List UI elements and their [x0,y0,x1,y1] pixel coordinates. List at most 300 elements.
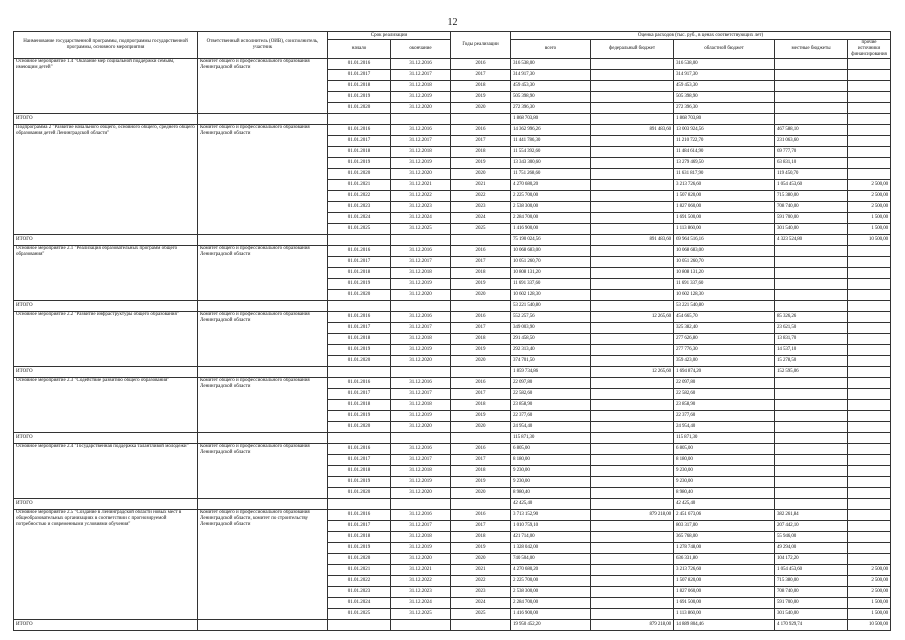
year-cell: 2019 [451,158,511,169]
start-date-cell: 01.01.2018 [328,334,391,345]
total-cell: 8 180,00 [511,455,591,466]
total-row [14,367,891,378]
year-cell: 2018 [451,466,511,477]
end-date-cell: 31.12.2018 [391,400,451,411]
year-cell: 2019 [451,477,511,488]
total-cell: 11 691 337,60 [511,279,591,290]
federal-cell [591,213,674,224]
federal-cell [591,411,674,422]
federal-sum-cell [591,114,674,125]
end-date-cell: 31.12.2016 [391,246,451,257]
responsible-cell: Комитет общего и профессионального образования Ленинградской области [198,246,328,301]
empty-cell [328,301,391,312]
total-cell: 552 257,56 [511,312,591,323]
start-date-cell: 01.01.2019 [328,279,391,290]
year-cell: 2018 [451,81,511,92]
other-cell [848,136,891,147]
federal-cell [591,136,674,147]
program-name-cell: Основное мероприятие 2.3 "Содействие развитию общего образования" [14,378,198,433]
empty-cell [391,235,451,246]
local-sum-cell [775,499,848,510]
regional-sum-cell: 1 868 703,80 [674,114,775,125]
end-date-cell: 31.12.2024 [391,598,451,609]
other-cell [848,81,891,92]
local-cell: 231 063,60 [775,136,848,147]
end-date-cell: 31.12.2016 [391,510,451,521]
federal-cell [591,521,674,532]
local-cell [775,411,848,422]
program-name-cell: Основное мероприятие 1.4 "Оказание мер социальной поддержки семьям, имеющим детей" [14,59,198,114]
end-date-cell: 31.12.2016 [391,125,451,136]
end-date-cell: 31.12.2018 [391,81,451,92]
program-name-cell: Основное мероприятие 2.1 "Реализация образовательных программ общего образования" [14,246,198,301]
responsible-cell: Комитет общего и профессионального образования Ленинградской области [198,378,328,433]
year-cell: 2023 [451,202,511,213]
local-cell: 715 380,00 [775,191,848,202]
total-sum-cell: 53 221 540,80 [511,301,591,312]
other-cell [848,400,891,411]
total-cell: 1 328 042,00 [511,543,591,554]
empty-cell [198,301,328,312]
year-cell: 2016 [451,510,511,521]
regional-cell: 10 068 683,00 [674,246,775,257]
end-date-cell: 31.12.2025 [391,609,451,620]
total-cell: 10 068 683,00 [511,246,591,257]
federal-cell [591,543,674,554]
year-cell: 2017 [451,136,511,147]
total-label: ИТОГО [14,301,198,312]
local-cell: 49 294,00 [775,543,848,554]
local-cell [775,103,848,114]
empty-cell [451,367,511,378]
federal-cell [591,279,674,290]
federal-cell [591,576,674,587]
local-cell [775,246,848,257]
regional-cell: 359 423,00 [674,356,775,367]
local-sum-cell: 4 323 524,80 [775,235,848,246]
total-row [14,433,891,444]
program-name-cell: Основное мероприятие 2.4 "Государственная поддержка талантливой молодежи" [14,444,198,499]
other-cell [848,378,891,389]
regional-cell: 24 954,40 [674,422,775,433]
regional-cell: 1 507 820,00 [674,191,775,202]
end-date-cell: 31.12.2019 [391,92,451,103]
year-cell: 2016 [451,378,511,389]
local-cell: 85 326,26 [775,312,848,323]
regional-cell: 8 180,00 [674,455,775,466]
other-cell [848,455,891,466]
year-cell: 2017 [451,257,511,268]
end-date-cell: 31.12.2017 [391,70,451,81]
end-date-cell: 31.12.2020 [391,103,451,114]
other-cell: 2 500,00 [848,576,891,587]
other-cell [848,92,891,103]
other-sum-cell [848,114,891,125]
header-local: местные бюджеты [775,40,848,59]
total-cell: 4 270 680,20 [511,180,591,191]
local-cell [775,70,848,81]
regional-sum-cell: 14 889 804,46 [674,620,775,631]
regional-sum-cell: 69 964 516,16 [674,235,775,246]
regional-cell: 6 805,00 [674,444,775,455]
other-cell [848,257,891,268]
empty-cell [451,235,511,246]
federal-cell [591,257,674,268]
end-date-cell: 31.12.2016 [391,378,451,389]
total-sum-cell: 1 868 703,80 [511,114,591,125]
total-row [14,499,891,510]
other-cell [848,290,891,301]
other-cell [848,554,891,565]
responsible-cell: Комитет общего и профессионального образования Ленинградской области [198,59,328,114]
local-cell [775,400,848,411]
start-date-cell: 01.01.2017 [328,455,391,466]
year-cell: 2019 [451,543,511,554]
federal-cell [591,466,674,477]
federal-cell [591,81,674,92]
total-cell: 316 538,00 [511,59,591,70]
local-cell: 1 054 453,60 [775,180,848,191]
federal-cell [591,191,674,202]
local-cell [775,466,848,477]
other-cell [848,312,891,323]
year-cell: 2021 [451,180,511,191]
responsible-cell: Комитет общего и профессионального образования Ленинградской области [198,444,328,499]
local-cell [775,257,848,268]
federal-cell: 12 265,60 [591,312,674,323]
total-row [14,114,891,125]
start-date-cell: 01.01.2019 [328,411,391,422]
total-cell: 374 701,50 [511,356,591,367]
regional-cell: 277 626,80 [674,334,775,345]
regional-cell: 8 980,40 [674,488,775,499]
federal-cell [591,103,674,114]
other-cell [848,389,891,400]
end-date-cell: 31.12.2019 [391,543,451,554]
total-cell: 9 230,00 [511,477,591,488]
regional-cell: 3 213 726,60 [674,180,775,191]
total-cell: 2 225 700,00 [511,576,591,587]
empty-cell [451,433,511,444]
header-total: всего [511,40,591,59]
year-cell: 2016 [451,246,511,257]
total-cell: 740 504,00 [511,554,591,565]
total-label: ИТОГО [14,499,198,510]
year-cell: 2017 [451,389,511,400]
year-cell: 2025 [451,609,511,620]
start-date-cell: 01.01.2016 [328,59,391,70]
year-cell: 2025 [451,224,511,235]
regional-sum-cell: 115 871,30 [674,433,775,444]
empty-cell [328,620,391,631]
end-date-cell: 31.12.2017 [391,521,451,532]
other-cell [848,334,891,345]
other-cell [848,444,891,455]
expenses-table [13,31,891,631]
regional-cell: 9 230,00 [674,466,775,477]
federal-cell [591,147,674,158]
table-row [14,312,891,323]
total-cell: 6 805,00 [511,444,591,455]
start-date-cell: 01.01.2019 [328,543,391,554]
header-federal: федеральный бюджет [591,40,674,59]
total-cell: 2 225 700,00 [511,191,591,202]
other-cell: 2 500,00 [848,587,891,598]
federal-cell [591,92,674,103]
local-sum-cell [775,433,848,444]
start-date-cell: 01.01.2016 [328,378,391,389]
federal-cell [591,477,674,488]
regional-sum-cell: 1 694 874,20 [674,367,775,378]
start-date-cell: 01.01.2016 [328,125,391,136]
federal-cell: 891 483,60 [591,125,674,136]
regional-cell: 11 631 817,90 [674,169,775,180]
local-cell: 23 621,50 [775,323,848,334]
local-cell [775,92,848,103]
table-row [14,510,891,521]
empty-cell [391,620,451,631]
federal-cell [591,587,674,598]
other-cell [848,532,891,543]
local-cell [775,444,848,455]
year-cell: 2019 [451,92,511,103]
start-date-cell: 01.01.2021 [328,565,391,576]
regional-cell: 1 113 860,00 [674,609,775,620]
federal-cell [591,598,674,609]
end-date-cell: 31.12.2021 [391,180,451,191]
responsible-cell: Комитет общего и профессионального образования Ленинградской области, комитет по строительству Ленинградской области [198,510,328,620]
federal-sum-cell: 879 218,00 [591,620,674,631]
year-cell: 2016 [451,125,511,136]
other-cell [848,169,891,180]
total-cell: 2 284 700,00 [511,598,591,609]
total-cell: 349 003,90 [511,323,591,334]
start-date-cell: 01.01.2016 [328,444,391,455]
header-period: Срок реализации [328,32,451,40]
end-date-cell: 31.12.2024 [391,213,451,224]
regional-cell: 2 451 673,06 [674,510,775,521]
year-cell: 2018 [451,334,511,345]
total-row [14,301,891,312]
regional-cell: 1 691 500,00 [674,598,775,609]
regional-cell: 11 691 337,60 [674,279,775,290]
year-cell: 2021 [451,565,511,576]
federal-cell [591,488,674,499]
federal-cell [591,268,674,279]
header-regional: областной бюджет [674,40,775,59]
regional-cell: 10 808 131,20 [674,268,775,279]
year-cell: 2020 [451,290,511,301]
empty-cell [391,433,451,444]
empty-cell [391,301,451,312]
total-cell: 22 377,60 [511,411,591,422]
empty-cell [451,114,511,125]
regional-sum-cell: 42 425,40 [674,499,775,510]
end-date-cell: 31.12.2017 [391,136,451,147]
end-date-cell: 31.12.2016 [391,59,451,70]
end-date-cell: 31.12.2018 [391,334,451,345]
regional-cell: 13 003 924,56 [674,125,775,136]
total-cell: 9 230,00 [511,466,591,477]
total-cell: 10 602 128,30 [511,290,591,301]
other-sum-cell [848,367,891,378]
total-cell: 505 398,90 [511,92,591,103]
end-date-cell: 31.12.2017 [391,323,451,334]
local-cell: 382 261,84 [775,510,848,521]
local-cell: 708 740,00 [775,587,848,598]
local-cell [775,59,848,70]
total-cell: 22 097,80 [511,378,591,389]
empty-cell [198,620,328,631]
end-date-cell: 31.12.2023 [391,202,451,213]
year-cell: 2019 [451,279,511,290]
total-cell: 8 980,40 [511,488,591,499]
end-date-cell: 31.12.2020 [391,356,451,367]
start-date-cell: 01.01.2019 [328,158,391,169]
local-sum-cell: 152 595,06 [775,367,848,378]
total-cell: 2 538 300,00 [511,202,591,213]
federal-cell [591,224,674,235]
other-cell: 2 500,00 [848,202,891,213]
federal-cell [591,554,674,565]
year-cell: 2020 [451,169,511,180]
table-row [14,125,891,136]
year-cell: 2018 [451,532,511,543]
regional-cell: 459 453,30 [674,81,775,92]
local-cell: 207 442,10 [775,521,848,532]
regional-cell: 11 210 722,70 [674,136,775,147]
year-cell: 2020 [451,554,511,565]
header-responsible: Ответственный исполнитель (ОИВ), соисполнитель, участник [198,32,328,59]
program-name-cell: Подпрограмма 2 "Развитие начального общего, основного общего, среднего общего образования детей Ленинградской области" [14,125,198,235]
local-sum-cell: 4 170 929,74 [775,620,848,631]
year-cell: 2020 [451,488,511,499]
end-date-cell: 31.12.2019 [391,345,451,356]
empty-cell [198,114,328,125]
federal-cell [591,158,674,169]
total-cell: 1 416 900,00 [511,609,591,620]
start-date-cell: 01.01.2018 [328,400,391,411]
start-date-cell: 01.01.2020 [328,290,391,301]
other-cell: 2 500,00 [848,191,891,202]
federal-cell [591,246,674,257]
start-date-cell: 01.01.2016 [328,246,391,257]
other-cell: 1 500,00 [848,609,891,620]
regional-cell: 325 382,40 [674,323,775,334]
year-cell: 2017 [451,521,511,532]
end-date-cell: 31.12.2016 [391,444,451,455]
other-cell [848,345,891,356]
federal-sum-cell: 12 265,60 [591,367,674,378]
regional-cell: 3 213 726,60 [674,565,775,576]
start-date-cell: 01.01.2023 [328,202,391,213]
local-cell [775,422,848,433]
local-cell: 591 700,00 [775,598,848,609]
local-cell [775,455,848,466]
regional-cell: 1 278 748,00 [674,543,775,554]
total-cell: 291 458,50 [511,334,591,345]
start-date-cell: 01.01.2019 [328,477,391,488]
federal-sum-cell [591,301,674,312]
total-label: ИТОГО [14,620,198,631]
regional-cell: 10 051 260,70 [674,257,775,268]
empty-cell [328,433,391,444]
start-date-cell: 01.01.2024 [328,598,391,609]
regional-cell: 1 827 060,00 [674,587,775,598]
start-date-cell: 01.01.2020 [328,422,391,433]
local-cell: 119 450,70 [775,169,848,180]
start-date-cell: 01.01.2018 [328,466,391,477]
federal-cell [591,455,674,466]
other-cell [848,488,891,499]
end-date-cell: 31.12.2020 [391,554,451,565]
start-date-cell: 01.01.2022 [328,576,391,587]
local-cell [775,488,848,499]
header-start: начало [328,40,391,59]
end-date-cell: 31.12.2020 [391,169,451,180]
total-cell: 11 751 268,60 [511,169,591,180]
start-date-cell: 01.01.2020 [328,554,391,565]
year-cell: 2023 [451,587,511,598]
regional-cell: 10 602 128,30 [674,290,775,301]
other-cell [848,466,891,477]
regional-cell: 23 858,90 [674,400,775,411]
regional-sum-cell: 53 221 540,80 [674,301,775,312]
start-date-cell: 01.01.2017 [328,136,391,147]
total-cell: 272 396,30 [511,103,591,114]
total-cell: 2 538 300,00 [511,587,591,598]
federal-cell [591,59,674,70]
other-cell [848,70,891,81]
other-cell [848,356,891,367]
federal-sum-cell: 891 483,60 [591,235,674,246]
end-date-cell: 31.12.2022 [391,191,451,202]
start-date-cell: 01.01.2019 [328,345,391,356]
federal-cell [591,565,674,576]
empty-cell [451,620,511,631]
year-cell: 2024 [451,598,511,609]
other-cell [848,125,891,136]
local-cell: 104 172,20 [775,554,848,565]
year-cell: 2018 [451,400,511,411]
other-cell [848,543,891,554]
regional-cell: 454 665,70 [674,312,775,323]
local-cell: 591 700,00 [775,213,848,224]
header-other: прочие источники финансирования [848,40,891,59]
end-date-cell: 31.12.2019 [391,411,451,422]
local-sum-cell [775,301,848,312]
year-cell: 2024 [451,213,511,224]
federal-cell [591,400,674,411]
local-cell: 69 777,70 [775,147,848,158]
other-cell [848,521,891,532]
page-number: 12 [447,17,458,28]
local-cell: 301 540,00 [775,609,848,620]
local-cell: 301 540,00 [775,224,848,235]
responsible-cell: Комитет общего и профессионального образования Ленинградской области [198,312,328,367]
end-date-cell: 31.12.2018 [391,466,451,477]
end-date-cell: 31.12.2020 [391,290,451,301]
other-cell: 1 500,00 [848,213,891,224]
total-cell: 14 362 996,26 [511,125,591,136]
other-cell: 2 500,00 [848,565,891,576]
regional-cell: 365 768,00 [674,532,775,543]
end-date-cell: 31.12.2023 [391,587,451,598]
start-date-cell: 01.01.2020 [328,356,391,367]
local-cell: 14 537,10 [775,345,848,356]
regional-cell: 1 113 860,00 [674,224,775,235]
local-cell [775,268,848,279]
